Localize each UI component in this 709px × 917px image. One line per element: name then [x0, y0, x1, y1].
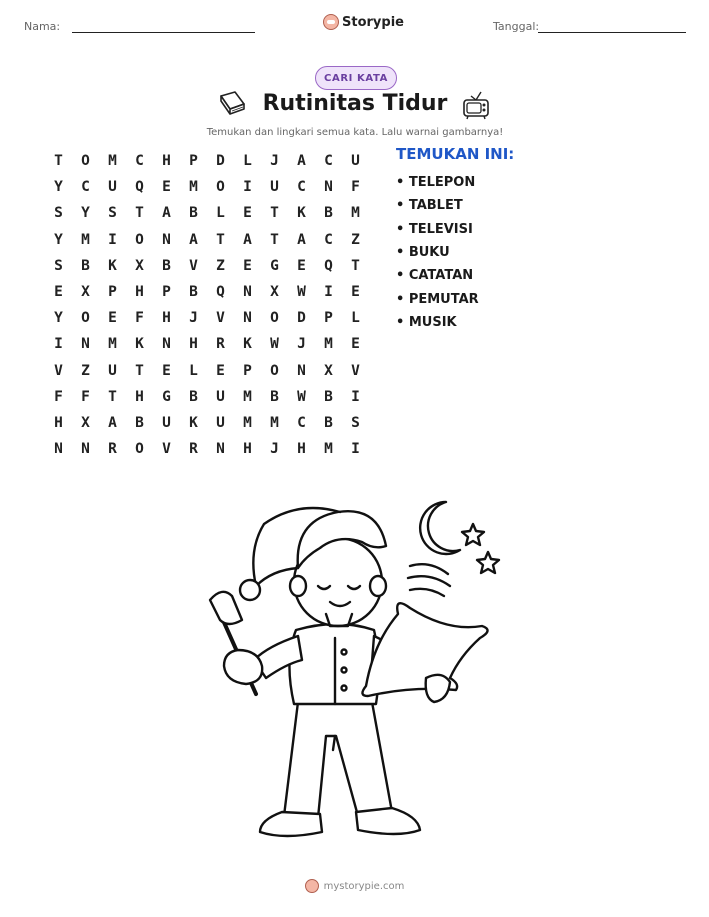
name-line[interactable] [72, 32, 255, 33]
grid-letter[interactable]: G [162, 388, 171, 405]
word-item: • TELEPON [396, 175, 476, 191]
grid-letter[interactable]: V [351, 362, 360, 379]
date-label: Tanggal: [493, 20, 540, 33]
moon-icon [420, 502, 460, 554]
grid-letter[interactable]: E [351, 336, 360, 353]
grid-letter[interactable]: V [216, 310, 225, 327]
grid-letter[interactable]: S [351, 414, 360, 431]
grid-letter[interactable]: S [108, 205, 117, 222]
brand-name: Storypie [342, 14, 404, 30]
grid-letter[interactable]: B [189, 284, 198, 301]
word-search-grid[interactable] [45, 148, 369, 462]
grid-letter[interactable]: U [108, 179, 117, 196]
sleep-lines [408, 564, 450, 596]
grid-letter[interactable]: P [162, 284, 171, 301]
grid-letter[interactable]: O [216, 179, 225, 196]
grid-letter[interactable]: X [324, 362, 333, 379]
grid-letter[interactable]: F [81, 388, 90, 405]
grid-letter[interactable]: S [54, 257, 63, 274]
grid-letter[interactable]: Y [81, 205, 90, 222]
grid-letter[interactable]: Q [324, 257, 333, 274]
grid-letter[interactable]: N [324, 179, 333, 196]
grid-letter[interactable]: P [243, 362, 252, 379]
grid-letter[interactable]: L [189, 362, 198, 379]
grid-letter[interactable]: N [243, 310, 252, 327]
grid-letter[interactable]: P [189, 153, 198, 170]
grid-letter[interactable]: Y [54, 179, 63, 196]
grid-letter[interactable]: B [81, 257, 90, 274]
grid-letter[interactable]: D [216, 153, 225, 170]
storypie-logo-icon [305, 879, 319, 893]
grid-letter[interactable]: E [162, 362, 171, 379]
word-item: • MUSIK [396, 314, 457, 330]
grid-letter[interactable]: M [243, 388, 252, 405]
grid-letter[interactable]: T [351, 257, 360, 274]
grid-letter[interactable]: E [243, 205, 252, 222]
grid-letter[interactable]: P [324, 310, 333, 327]
grid-letter[interactable]: E [243, 257, 252, 274]
grid-letter[interactable]: K [189, 414, 198, 431]
grid-letter[interactable]: E [216, 362, 225, 379]
grid-letter[interactable]: K [297, 205, 306, 222]
grid-letter[interactable]: B [162, 257, 171, 274]
grid-letter[interactable]: B [189, 205, 198, 222]
grid-letter[interactable]: R [216, 336, 225, 353]
grid-letter[interactable]: X [81, 284, 90, 301]
grid-letter[interactable]: M [324, 441, 333, 458]
grid-letter[interactable]: E [108, 310, 117, 327]
grid-letter[interactable]: C [297, 179, 306, 196]
grid-letter[interactable]: R [189, 441, 198, 458]
star-icon [462, 524, 484, 545]
grid-letter[interactable]: V [162, 441, 171, 458]
grid-letter[interactable]: C [81, 179, 90, 196]
grid-letter[interactable]: R [108, 441, 117, 458]
grid-letter[interactable]: U [351, 153, 360, 170]
word-list-title: TEMUKAN INI: [396, 145, 515, 163]
grid-letter[interactable]: B [324, 414, 333, 431]
grid-letter[interactable]: M [324, 336, 333, 353]
television-icon [461, 88, 491, 120]
grid-letter[interactable]: Q [216, 284, 225, 301]
grid-letter[interactable]: H [135, 388, 144, 405]
word-item: • BUKU [396, 245, 450, 261]
grid-letter[interactable]: Z [216, 257, 225, 274]
grid-letter[interactable]: C [135, 153, 144, 170]
grid-letter[interactable]: M [81, 231, 90, 248]
grid-letter[interactable]: T [54, 153, 63, 170]
instructions: Temukan dan lingkari semua kata. Lalu warnai gambarnya! [206, 127, 504, 138]
grid-letter[interactable]: I [243, 179, 252, 196]
grid-letter[interactable]: N [81, 336, 90, 353]
grid-letter[interactable]: P [108, 284, 117, 301]
storypie-logo-icon [323, 14, 339, 30]
book-icon [217, 90, 247, 118]
grid-letter[interactable]: U [162, 414, 171, 431]
grid-letter[interactable]: V [54, 362, 63, 379]
grid-letter[interactable]: K [135, 336, 144, 353]
grid-letter[interactable]: L [216, 205, 225, 222]
grid-letter[interactable]: E [297, 257, 306, 274]
grid-letter[interactable]: T [108, 388, 117, 405]
grid-letter[interactable]: J [270, 441, 279, 458]
grid-letter[interactable]: I [351, 388, 360, 405]
grid-letter[interactable]: W [297, 284, 306, 301]
grid-letter[interactable]: T [135, 205, 144, 222]
grid-letter[interactable]: T [135, 362, 144, 379]
grid-letter[interactable]: N [297, 362, 306, 379]
grid-letter[interactable]: M [108, 336, 117, 353]
word-item: • PEMUTAR [396, 291, 479, 307]
grid-letter[interactable]: A [297, 231, 306, 248]
grid-letter[interactable]: A [189, 231, 198, 248]
grid-letter[interactable]: J [297, 336, 306, 353]
grid-letter[interactable]: O [135, 441, 144, 458]
footer [0, 879, 709, 893]
grid-letter[interactable]: B [324, 388, 333, 405]
grid-letter[interactable]: L [351, 310, 360, 327]
grid-letter[interactable]: X [270, 284, 279, 301]
grid-letter[interactable]: Y [54, 231, 63, 248]
grid-letter[interactable]: N [162, 231, 171, 248]
grid-letter[interactable]: J [189, 310, 198, 327]
grid-letter[interactable]: Z [81, 362, 90, 379]
grid-letter[interactable]: H [162, 153, 171, 170]
grid-letter[interactable]: M [189, 179, 198, 196]
grid-letter[interactable]: V [189, 257, 198, 274]
grid-letter[interactable]: K [243, 336, 252, 353]
grid-letter[interactable]: O [81, 153, 90, 170]
coloring-illustration[interactable] [198, 490, 508, 850]
grid-letter[interactable]: I [108, 231, 117, 248]
grid-letter[interactable]: O [81, 310, 90, 327]
grid-letter[interactable]: A [297, 153, 306, 170]
grid-letter[interactable]: H [243, 441, 252, 458]
category-badge: CARI KATA [315, 66, 397, 90]
grid-letter[interactable]: C [324, 153, 333, 170]
grid-letter[interactable]: C [324, 231, 333, 248]
grid-letter[interactable]: D [297, 310, 306, 327]
grid-letter[interactable]: T [270, 205, 279, 222]
grid-letter[interactable]: N [54, 441, 63, 458]
grid-letter[interactable]: W [297, 388, 306, 405]
footer-url[interactable]: mystorypie.com [323, 880, 405, 892]
grid-letter[interactable]: C [297, 414, 306, 431]
date-line[interactable] [538, 32, 686, 33]
grid-letter[interactable]: M [108, 153, 117, 170]
grid-letter[interactable]: M [351, 205, 360, 222]
grid-letter[interactable]: T [270, 231, 279, 248]
star-icon [477, 552, 499, 573]
grid-letter[interactable]: I [324, 284, 333, 301]
grid-letter[interactable]: Y [54, 310, 63, 327]
grid-letter[interactable]: M [243, 414, 252, 431]
grid-letter[interactable]: U [270, 179, 279, 196]
grid-letter[interactable]: Z [351, 231, 360, 248]
grid-letter[interactable]: N [216, 441, 225, 458]
grid-letter[interactable]: N [162, 336, 171, 353]
grid-letter[interactable]: E [351, 284, 360, 301]
grid-letter[interactable]: F [54, 388, 63, 405]
grid-letter[interactable]: B [135, 414, 144, 431]
grid-letter[interactable]: S [54, 205, 63, 222]
grid-letter[interactable]: E [162, 179, 171, 196]
grid-letter[interactable]: F [351, 179, 360, 196]
grid-letter[interactable]: N [243, 284, 252, 301]
name-label: Nama: [24, 20, 61, 33]
word-item: • TABLET [396, 198, 463, 214]
grid-letter[interactable]: I [54, 336, 63, 353]
grid-letter[interactable]: N [81, 441, 90, 458]
grid-letter[interactable]: X [135, 257, 144, 274]
grid-letter[interactable]: U [216, 388, 225, 405]
grid-letter[interactable]: O [270, 310, 279, 327]
grid-letter[interactable]: Q [135, 179, 144, 196]
grid-letter[interactable]: T [216, 231, 225, 248]
grid-letter[interactable]: B [324, 205, 333, 222]
grid-letter[interactable]: O [135, 231, 144, 248]
grid-letter[interactable]: H [135, 284, 144, 301]
page-title: Rutinitas Tidur [262, 91, 448, 116]
grid-letter[interactable]: X [81, 414, 90, 431]
grid-letter[interactable]: K [108, 257, 117, 274]
grid-letter[interactable]: U [216, 414, 225, 431]
grid-letter[interactable]: H [189, 336, 198, 353]
grid-letter[interactable]: J [270, 153, 279, 170]
grid-letter[interactable]: G [270, 257, 279, 274]
grid-letter[interactable]: B [189, 388, 198, 405]
grid-letter[interactable]: U [108, 362, 117, 379]
grid-letter[interactable]: H [297, 441, 306, 458]
brand-logo [323, 14, 404, 30]
grid-letter[interactable]: O [270, 362, 279, 379]
grid-letter[interactable]: B [270, 388, 279, 405]
grid-letter[interactable]: M [270, 414, 279, 431]
grid-letter[interactable]: A [162, 205, 171, 222]
word-item: • TELEVISI [396, 221, 473, 237]
word-item: • CATATAN [396, 268, 474, 284]
grid-letter[interactable]: E [54, 284, 63, 301]
grid-letter[interactable]: H [54, 414, 63, 431]
grid-letter[interactable]: I [351, 441, 360, 458]
grid-letter[interactable]: A [108, 414, 117, 431]
grid-letter[interactable]: F [135, 310, 144, 327]
grid-letter[interactable]: H [162, 310, 171, 327]
grid-letter[interactable]: L [243, 153, 252, 170]
grid-letter[interactable]: A [243, 231, 252, 248]
grid-letter[interactable]: W [270, 336, 279, 353]
word-list [396, 171, 479, 334]
